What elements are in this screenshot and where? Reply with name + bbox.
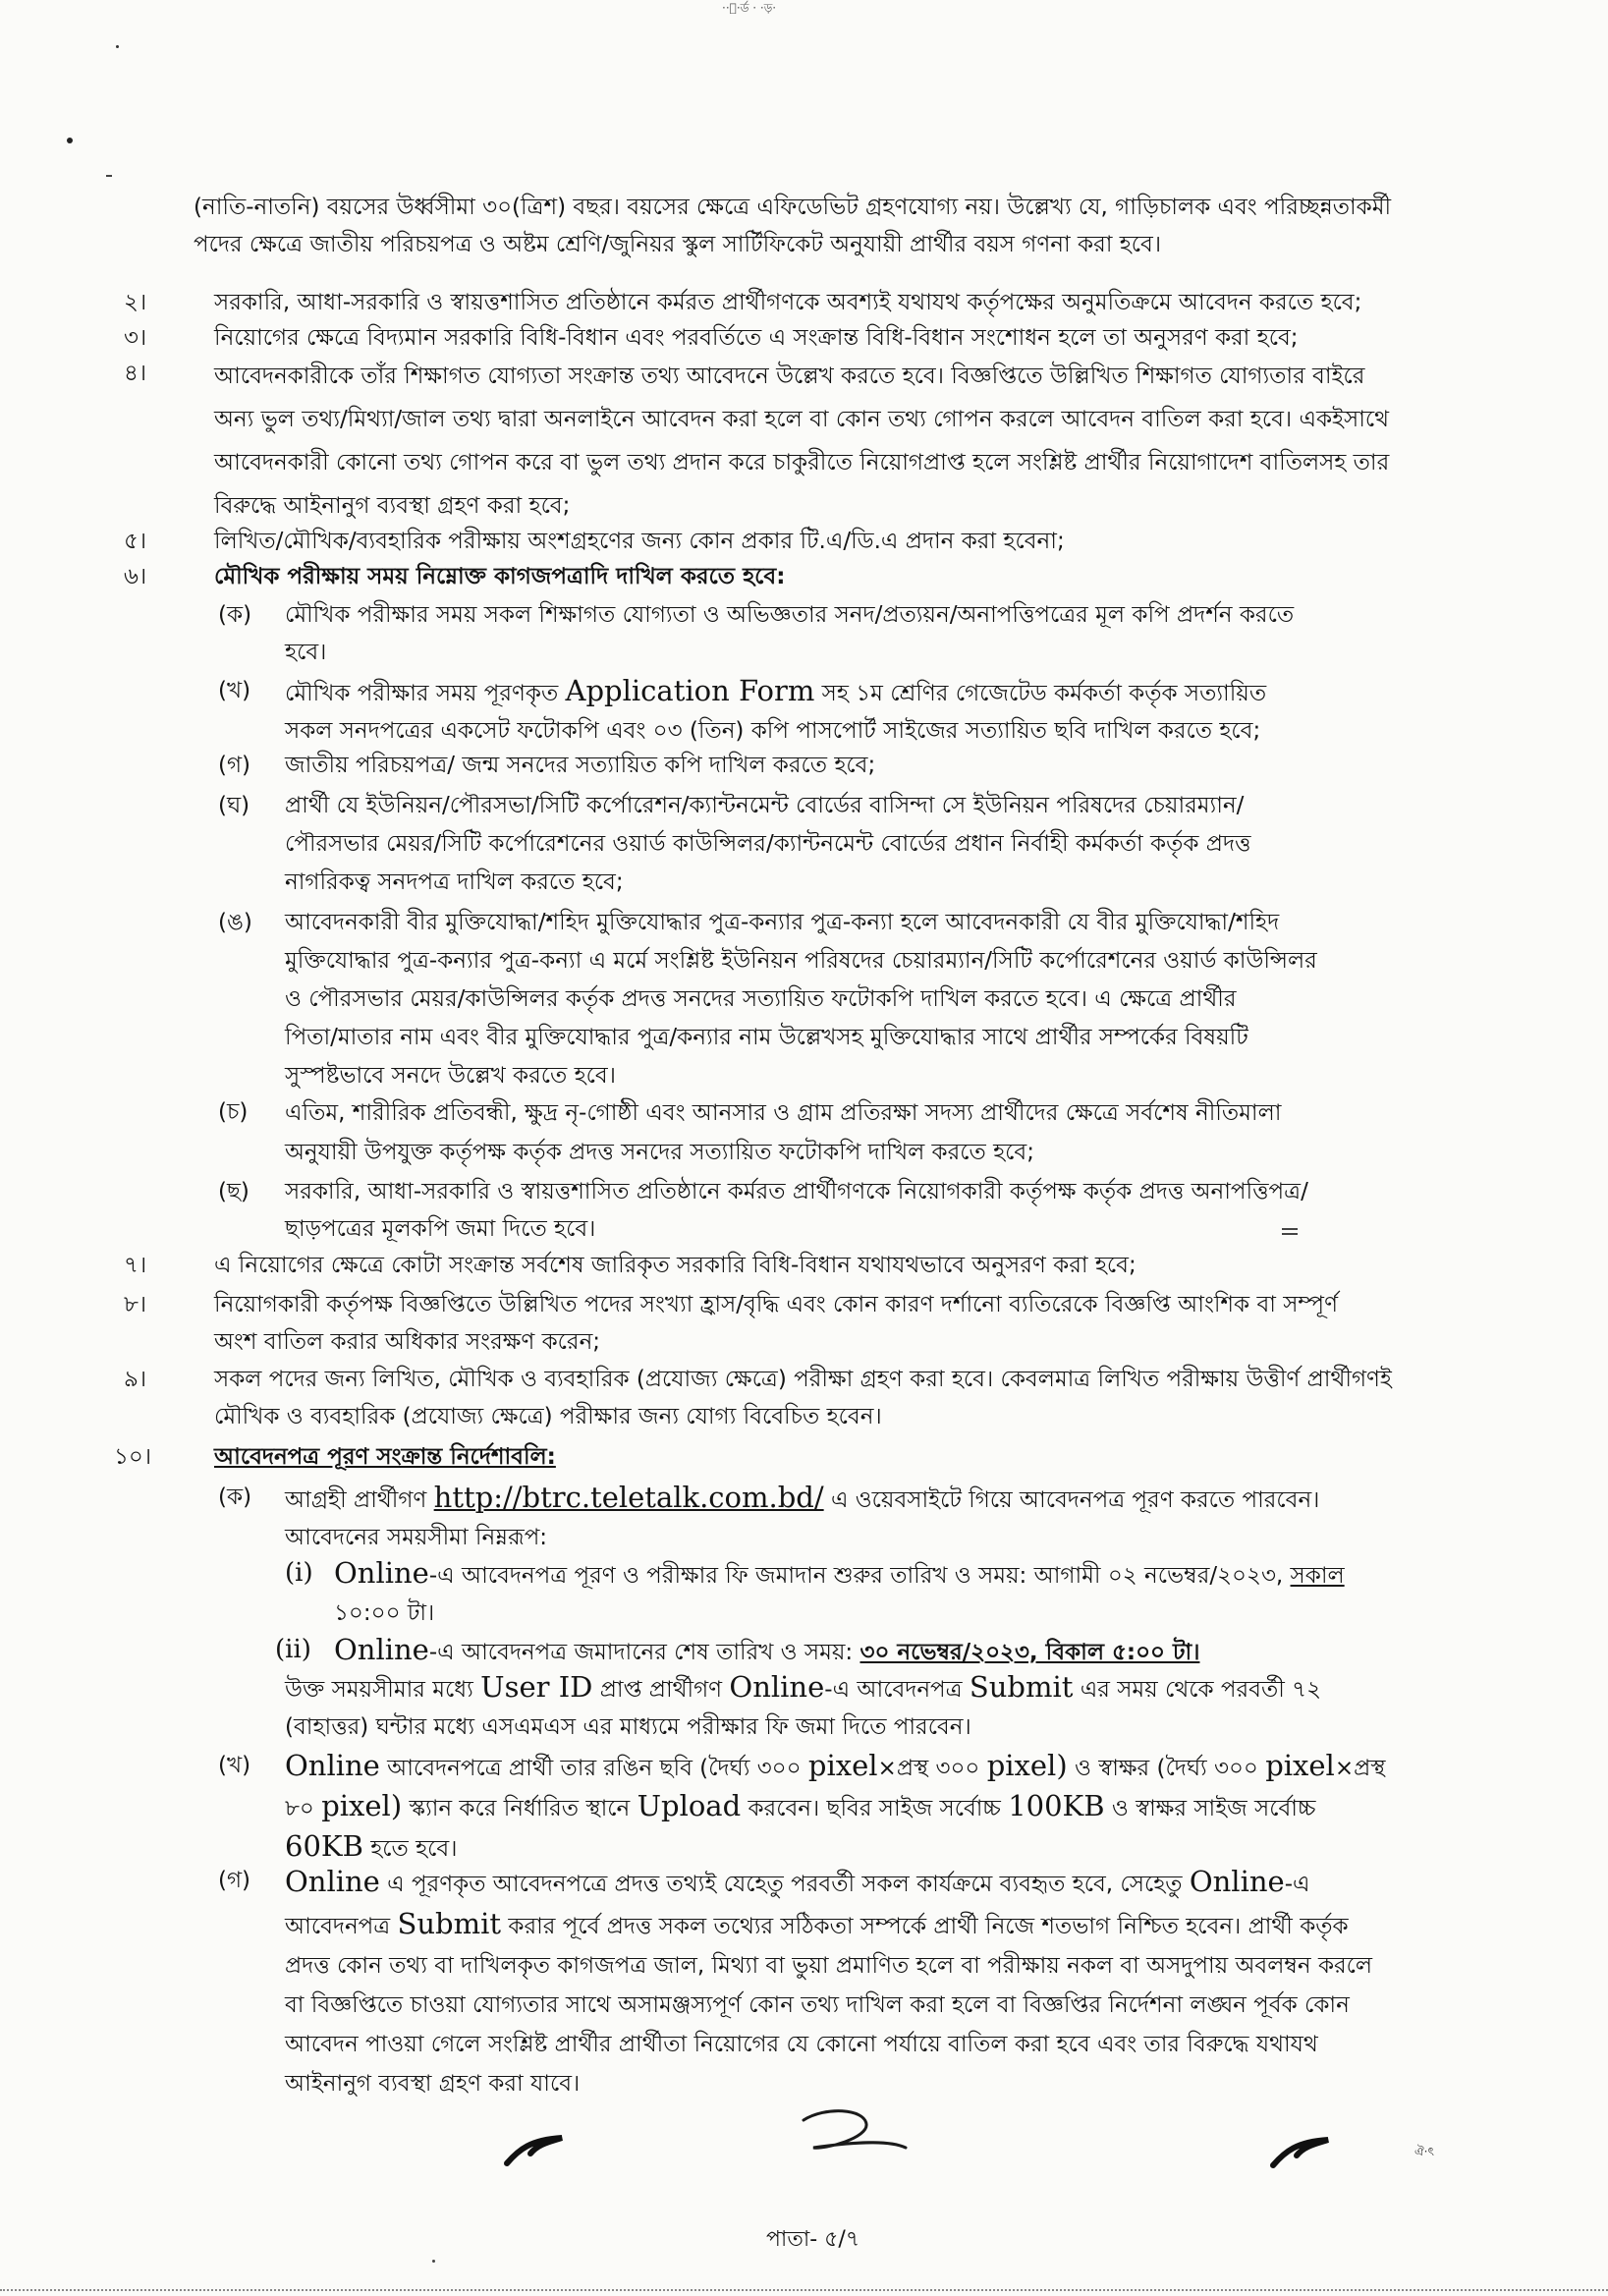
sub-line: নাগরিকত্ব সনদপত্র দাখিল করতে হবে;: [285, 869, 624, 895]
speck: [1282, 1228, 1298, 1230]
latin-run: User ID: [480, 1670, 593, 1704]
text-run: হতে হবে।: [370, 1836, 458, 1862]
item-number: ৪।: [124, 361, 147, 386]
sub-nga-text: [285, 904, 1317, 1095]
sub-ka-text: [285, 596, 1294, 671]
text-run: ৮০: [285, 1796, 314, 1821]
sub-line: আবেদনের সময়সীমা নিম্নরূপ:: [285, 1525, 548, 1550]
sub-line: [285, 1904, 1372, 1946]
latin-run: Online: [285, 1749, 380, 1782]
sub-line: [334, 1631, 1199, 1671]
signature-mark: [501, 2130, 570, 2169]
sub-line: জাতীয় পরিচয়পত্র/ জন্ম সনদের সত্যায়িত কপি দাখিল করতে হবে;: [285, 753, 876, 778]
text-run: আগ্রহী প্রার্থীগণ: [285, 1487, 427, 1513]
sub-kha-text: [285, 672, 1266, 750]
sub-line: আবেদন পাওয়া গেলে সংশ্লিষ্ট প্রার্থীর প্রার্থীতা নিয়োগের যে কোনো পর্যায়ে বাতিল করা হবে এবং তার বিরুদ্ধে যথাযথ: [285, 2032, 1318, 2057]
sub-line: সকল সনদপত্রের একসেট ফটোকপি এবং ০৩ (তিন) কপি পাসপোর্ট সাইজের সত্যায়িত ছবি দাখিল করতে হবে;: [285, 718, 1261, 744]
sub-line: [285, 1787, 1386, 1827]
text-run: ও স্বাক্ষর সাইজ সর্বোচ্চ: [1111, 1796, 1316, 1821]
sub-line: হবে।: [285, 640, 327, 665]
top-stamp-mark: ··ৃ·র্ড · ·ড়·: [722, 1, 777, 14]
item-line: অন্য ভুল তথ্য/মিথ্যা/জাল তথ্য দ্বারা অনলাইনে আবেদন করা হলে বা কোন তথ্য গোপন করলে আবেদন বাতিল করা হবে। একইসাথে: [214, 407, 1390, 432]
sub-label: (গ): [218, 1868, 251, 1893]
latin-run: Online: [334, 1633, 429, 1666]
text-run: উক্ত সময়সীমার মধ্যে: [285, 1677, 473, 1703]
sub-line: ছাড়পত্রের মূলকপি জমা দিতে হবে।: [285, 1216, 596, 1242]
text-run: এ পূরণকৃত আবেদনপত্রে প্রদত্ত তথ্যই যেহেতু পরবর্তী সকল কার্যক্রমে ব্যবহৃত হবে, সেহেতু: [387, 1872, 1183, 1897]
sub-line: পিতা/মাতার নাম এবং বীর মুক্তিযোদ্ধার পুত্র/কন্যার নাম উল্লেখসহ মুক্তিযোদ্ধার সাথে প্রার্থীর সম্পর্কের বিষয়টি: [285, 1025, 1248, 1050]
latin-run: Online: [1189, 1865, 1285, 1898]
sub-label: (ক): [218, 602, 252, 628]
item-7-text: [214, 1247, 1137, 1284]
item-line: এ নিয়োগের ক্ষেত্রে কোটা সংক্রান্ত সর্বশেষ জারিকৃত সরকারি বিধি-বিধান যথাযথভাবে অনুসরণ করা হবে;: [214, 1253, 1137, 1278]
sub-label: (খ): [218, 1753, 251, 1778]
item10-ga-text: [285, 1862, 1372, 2103]
item-line: সরকারি, আধা-সরকারি ও স্বায়ত্তশাসিত প্রতিষ্ঠানে কর্মরত প্রার্থীগণকে অবশ্যই যথাযথ কর্তৃপক্ষের অনুমতিক্রমে আবেদন করতে হবে;: [214, 290, 1362, 315]
item-5-text: [214, 523, 1065, 560]
latin-run: pixel: [1265, 1749, 1335, 1782]
text-run: ৩০ নভেম্বর/২০২৩, বিকাল ৫:০০ টা।: [859, 1640, 1200, 1665]
signature-mark: [1267, 2132, 1336, 2171]
text-run: ও স্বাক্ষর (দৈর্ঘ্য ৩০০: [1074, 1756, 1258, 1781]
item-line: বিরুদ্ধে আইনানুগ ব্যবস্থা গ্রহণ করা হবে;: [214, 493, 571, 519]
speck: [116, 45, 119, 48]
text-run: -এ: [1284, 1872, 1310, 1897]
sub-label: (চ): [218, 1099, 249, 1125]
sub-line: পৌরসভার মেয়র/সিটি কর্পোরেশনের ওয়ার্ড কাউন্সিলর/ক্যান্টনমেন্ট বোর্ডের প্রধান নির্বাহী কর্মকর্তা কর্তৃক প্রদত্ত: [285, 831, 1251, 857]
text-run: স্ক্যান করে নির্ধারিত স্থানে: [409, 1796, 631, 1821]
speck: [432, 2260, 435, 2263]
roman-label: (ii): [275, 1635, 311, 1664]
item-9-text: [214, 1361, 1392, 1435]
latin-run: Online: [285, 1865, 380, 1898]
item-line: মৌখিক পরীক্ষায় সময় নিম্নোক্ত কাগজপত্রাদি দাখিল করতে হবে:: [214, 564, 786, 589]
text-run: -এ আবেদনপত্র পূরণ ও পরীক্ষার ফি জমাদান শুরুর তারিখ ও সময়: আগামী ০২ নভেম্বর/২০২৩,: [428, 1563, 1284, 1589]
sub-line: [285, 1668, 1321, 1708]
item-number: ৫।: [124, 529, 147, 554]
latin-run: Online: [334, 1556, 429, 1590]
item-2-text: [214, 284, 1361, 321]
item10-note: [285, 1668, 1321, 1746]
sub-line: প্রার্থী যে ইউনিয়ন/পৌরসভা/সিটি কর্পোরেশন/ক্যান্টনমেন্ট বোর্ডের বাসিন্দা সে ইউনিয়ন পরিষদের চেয়ারম্যান/: [285, 793, 1245, 818]
page-number: পাতা- ৫/৭: [766, 2227, 860, 2252]
website-link[interactable]: http://btrc.teletalk.com.bd/: [433, 1481, 824, 1514]
sub-line: সুস্পষ্টভাবে সনদে উল্লেখ করতে হবে।: [285, 1063, 616, 1089]
sub-line: মৌখিক পরীক্ষার সময় সকল শিক্ষাগত যোগ্যতা ও অভিজ্ঞতার সনদ/প্রত্যয়ন/অনাপত্তিপত্রের মূল কপি প্রদর্শন করতে: [285, 602, 1295, 628]
text-run: প্রাপ্ত প্রার্থীগণ: [599, 1677, 723, 1703]
item-8-text: [214, 1286, 1338, 1361]
intro-line: (নাতি-নাতনি) বয়সের উর্ধ্বসীমা ৩০(ত্রিশ) বছর। বয়সের ক্ষেত্রে এফিডেভিট গ্রহণযোগ্য নয়। উল্লেখ্য যে, গাড়িচালক এবং পরিচ্ছন্নতাকর্মী: [194, 195, 1392, 220]
item-line: অংশ বাতিল করার অধিকার সংরক্ষণ করেন;: [214, 1329, 601, 1355]
text-run: ×প্রস্থ ৩০০: [877, 1756, 980, 1781]
sub-line: (বাহাত্তর) ঘন্টার মধ্যে এসএমএস এর মাধ্যমে পরীক্ষার ফি জমা দিতে পারবেন।: [285, 1714, 971, 1740]
item-10-heading: [214, 1438, 556, 1476]
latin-run: Submit: [397, 1907, 502, 1940]
latin-run: Upload: [637, 1789, 742, 1822]
latin-run: 100KB: [1008, 1789, 1105, 1822]
item-number: ৩।: [124, 325, 147, 351]
sub-line: [334, 1554, 1345, 1595]
sub-line: অনুযায়ী উপযুক্ত কর্তৃপক্ষ কর্তৃক প্রদত্ত সনদের সত্যায়িত ফটোকপি দাখিল করতে হবে;: [285, 1140, 1034, 1165]
item-line: আবেদনকারীকে তাঁর শিক্ষাগত যোগ্যতা সংক্রান্ত তথ্য আবেদনে উল্লেখ করতে হবে। বিজ্ঞপ্তিতে উল্লিখিত শিক্ষাগত যোগ্যতার বাইরে: [214, 364, 1365, 389]
sub-cha-text: [285, 1093, 1281, 1172]
item10-kha-text: [285, 1747, 1386, 1868]
item-number: ৯।: [124, 1367, 147, 1392]
sub-line: আইনানুগ ব্যবস্থা গ্রহণ করা যাবে।: [285, 2071, 581, 2097]
item-number: ৭।: [124, 1253, 147, 1278]
sub-line: আবেদনকারী বীর মুক্তিযোদ্ধা/শহিদ মুক্তিযোদ্ধার পুত্র-কন্যার পুত্র-কন্যা হলে আবেদনকারী যে বীর মুক্তিযোদ্ধা/শহিদ: [285, 910, 1280, 935]
latin-run: 60KB: [285, 1829, 363, 1863]
sub-label: (ক): [218, 1484, 252, 1510]
item-line: নিয়োগের ক্ষেত্রে বিদ্যমান সরকারি বিধি-বিধান এবং পরবর্তিতে এ সংক্রান্ত বিধি-বিধান সংশোধন হলে তা অনুসরণ করা হবে;: [214, 325, 1299, 351]
corner-note-mark: ঐ·ৎ: [1414, 2145, 1434, 2158]
roman-label: (i): [285, 1558, 313, 1588]
sub-line: প্রদত্ত কোন তথ্য বা দাখিলকৃত কাগজপত্র জাল, মিথ্যা বা ভুয়া প্রমাণিত হলে বা পরীক্ষায় নকল বা অসদুপায় অবলম্বন করলে: [285, 1953, 1373, 1979]
sub-label: (ঘ): [218, 793, 250, 818]
latin-run: Submit: [969, 1670, 1074, 1704]
text-run: সকাল: [1290, 1563, 1345, 1589]
latin-run: pixel): [986, 1749, 1068, 1782]
sub-ga-text: [285, 747, 875, 784]
sub-line: বা বিজ্ঞপ্তিতে চাওয়া যোগ্যতার সাথে অসামঞ্জস্যপূর্ণ কোন তথ্য দাখিল করা হলে বা বিজ্ঞপ্তির নির্দেশনা লঙ্ঘন পূর্বক কোন: [285, 1992, 1350, 2018]
sub-chha-text: [285, 1173, 1308, 1248]
sub-line: এতিম, শারীরিক প্রতিবন্ধী, ক্ষুদ্র নৃ-গোষ্ঠী এবং আনসার ও গ্রাম প্রতিরক্ষা সদস্য প্রার্থীদের ক্ষেত্রে সর্বশেষ নীতিমালা: [285, 1100, 1282, 1126]
text-run: আবেদনপত্রে প্রার্থী তার রঙিন ছবি (দৈর্ঘ্য ৩০০: [387, 1756, 802, 1781]
latin-run: Online: [729, 1670, 825, 1704]
item-3-text: [214, 319, 1299, 357]
sub-label: (ঙ): [218, 910, 252, 935]
latin-run: pixel: [807, 1749, 878, 1782]
sub-label: (গ): [218, 753, 251, 778]
item10-i-text: [334, 1554, 1345, 1632]
speck: [67, 138, 73, 143]
sub-line: ও পৌরসভার মেয়র/কাউন্সিলর কর্তৃক প্রদত্ত সনদের সত্যায়িত ফটোকপি দাখিল করতে হবে। এ ক্ষেত্রে প্রার্থীর: [285, 986, 1237, 1012]
item-line: আবেদনকারী কোনো তথ্য গোপন করে বা ভুল তথ্য প্রদান করে চাকুরীতে নিয়োগপ্রাপ্ত হলে সংশ্লিষ্ট প্রার্থীর নিয়োগাদেশ বাতিলসহ তার: [214, 450, 1390, 476]
bottom-border-dots: [0, 2289, 1608, 2293]
text-run: করবেন। ছবির সাইজ সর্বোচ্চ: [748, 1796, 1001, 1821]
item-number: ২।: [124, 290, 147, 315]
sub-label: (ছ): [218, 1179, 250, 1204]
sub-gha-text: [285, 787, 1250, 902]
item-number: ৮।: [124, 1292, 147, 1317]
text-run: -এ আবেদনপত্র: [824, 1677, 963, 1703]
text-run: -এ আবেদনপত্র জমাদানের শেষ তারিখ ও সময়:: [428, 1640, 854, 1665]
item10-ka-text: [285, 1479, 1319, 1556]
text-run: আবেদনপত্র: [285, 1914, 391, 1939]
intro-paragraph: [194, 189, 1391, 263]
text-run: ×প্রস্থ: [1334, 1756, 1386, 1781]
sub-line: [285, 672, 1266, 712]
item-line: নিয়োগকারী কর্তৃপক্ষ বিজ্ঞপ্তিতে উল্লিখিত পদের সংখ্যা হ্রাস/বৃদ্ধি এবং কোন কারণ দর্শানো ব্যতিরেকে বিজ্ঞপ্তি আংশিক বা সম্পূর্ণ: [214, 1292, 1338, 1317]
sub-line: ১০:০০ টা।: [334, 1600, 435, 1626]
item-6-heading: [214, 558, 785, 595]
text-run: মৌখিক পরীক্ষার সময় পূরণকৃত: [285, 681, 559, 706]
item10-ii-text: [334, 1631, 1199, 1671]
item-4-text: [214, 355, 1389, 528]
sub-line: সরকারি, আধা-সরকারি ও স্বায়ত্তশাসিত প্রতিষ্ঠানে কর্মরত প্রার্থীগণকে নিয়োগকারী কর্তৃপক্ষ কর্তৃক প্রদত্ত অনাপত্তিপত্র/: [285, 1179, 1308, 1204]
text-run: সহ ১ম শ্রেণির গেজেটেড কর্মকর্তা কর্তৃক সত্যায়িত: [821, 681, 1267, 706]
speck: [106, 175, 112, 177]
item-number: ১০।: [114, 1444, 152, 1470]
item-number: ৬।: [124, 564, 147, 589]
sub-line: মুক্তিযোদ্ধার পুত্র-কন্যার পুত্র-কন্যা এ মর্মে সংশ্লিষ্ট ইউনিয়ন পরিষদের চেয়ারম্যান/সিটি কর্পোরেশনের ওয়ার্ড কাউন্সিলর: [285, 948, 1317, 974]
text-run: এ ওয়েবসাইটে গিয়ে আবেদনপত্র পূরণ করতে পারবেন।: [830, 1487, 1320, 1513]
sub-line: [285, 1747, 1386, 1787]
sub-line: [285, 1479, 1319, 1519]
intro-line: পদের ক্ষেত্রে জাতীয় পরিচয়পত্র ও অষ্টম শ্রেণি/জুনিয়র স্কুল সার্টিফিকেট অনুযায়ী প্রার্থীর বয়স গণনা করা হবে।: [194, 232, 1162, 257]
latin-run: Application Form: [565, 674, 815, 707]
sub-line: [285, 1862, 1372, 1904]
item-line: সকল পদের জন্য লিখিত, মৌখিক ও ব্যবহারিক (প্রযোজ্য ক্ষেত্রে) পরীক্ষা গ্রহণ করা হবে। কেবলমাত্র লিখিত পরীক্ষায় উত্তীর্ণ প্রার্থীগণই: [214, 1367, 1392, 1392]
item-line: মৌখিক ও ব্যবহারিক (প্রযোজ্য ক্ষেত্রে) পরীক্ষার জন্য যোগ্য বিবেচিত হবেন।: [214, 1404, 882, 1429]
latin-run: pixel): [321, 1789, 403, 1822]
item-line: লিখিত/মৌখিক/ব্যবহারিক পরীক্ষায় অংশগ্রহণের জন্য কোন প্রকার টি.এ/ডি.এ প্রদান করা হবেনা;: [214, 529, 1065, 554]
text-run: করার পূর্বে প্রদত্ত সকল তথ্যের সঠিকতা সম্পর্কে প্রার্থী নিজে শতভাগ নিশ্চিত হবেন। প্রার্থী কর্তৃক: [508, 1914, 1349, 1939]
speck: [1282, 1233, 1298, 1235]
handwritten-initial: [796, 2104, 914, 2157]
text-run: এর সময় থেকে পরবর্তী ৭২: [1080, 1677, 1322, 1703]
item-line: আবেদনপত্র পূরণ সংক্রান্ত নির্দেশাবলি:: [214, 1444, 556, 1470]
sub-label: (খ): [218, 678, 251, 703]
